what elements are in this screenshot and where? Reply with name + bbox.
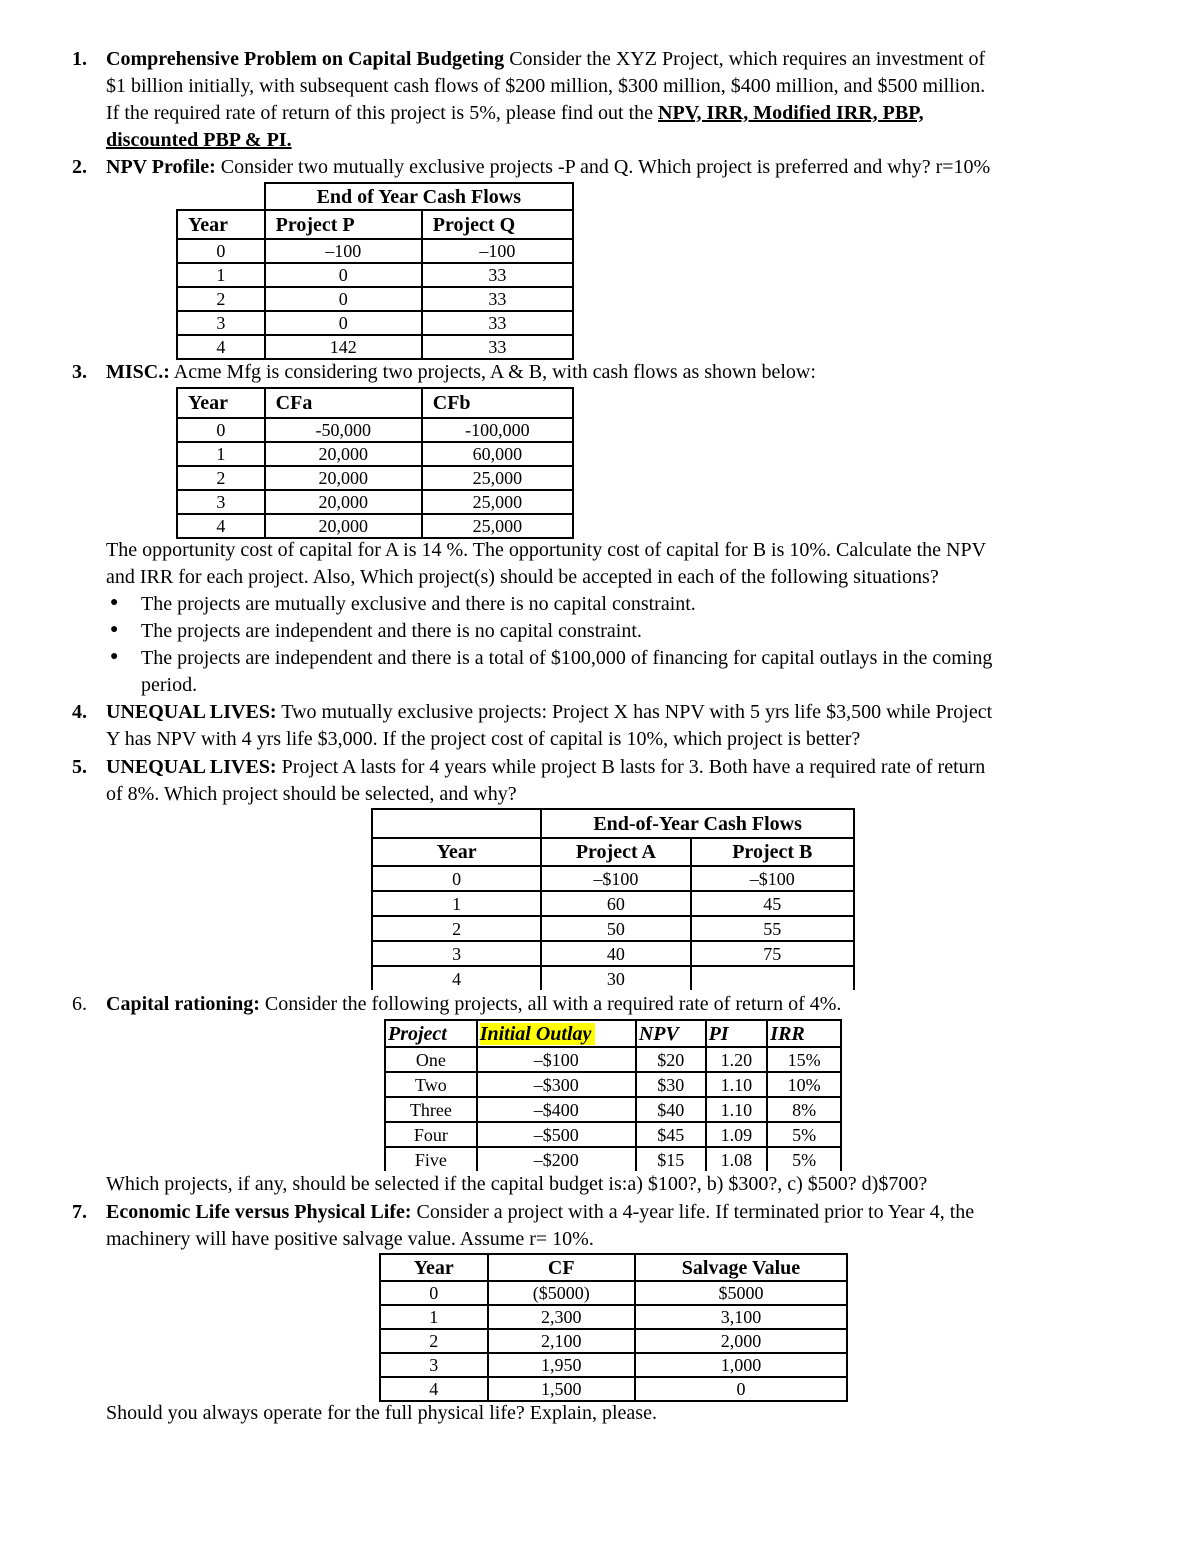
bullet-icon: ●: [110, 622, 119, 637]
q7-line2: machinery will have positive salvage value. Assume r= 10%.: [106, 1228, 594, 1250]
table-row: 1 60 45: [372, 891, 854, 916]
q7-question: Should you always operate for the full physical life? Explain, please.: [106, 1402, 657, 1424]
q3-bullet3: The projects are independent and there is a total of $100,000 of financing for capital outlays in the coming: [141, 647, 993, 669]
bullet-icon: ●: [110, 595, 119, 610]
table-row: 1 20,000 60,000: [177, 442, 573, 466]
table-row: 3 20,000 25,000: [177, 490, 573, 514]
q7-header-salvage: Salvage Value: [635, 1254, 847, 1281]
q7-header-cf: CF: [488, 1254, 635, 1281]
q2-header-year: Year: [177, 210, 265, 239]
q6-header-irr: IRR: [767, 1020, 841, 1047]
q2-header-p: Project P: [265, 210, 422, 239]
q3-header-cfb: CFb: [422, 388, 573, 418]
q1-title: Comprehensive Problem on Capital Budgeting: [106, 48, 505, 70]
q3-header-year: Year: [177, 388, 265, 418]
q6-question: Which projects, if any, should be selected if the capital budget is:a) $100?, b) $300?, c) $500? d)$700?: [106, 1173, 928, 1195]
table-row: 2 20,000 25,000: [177, 466, 573, 490]
q2-title: NPV Profile:: [106, 156, 216, 178]
q4-line1: UNEQUAL LIVES: Two mutually exclusive projects: Project X has NPV with 5 yrs life $3,500 while Project: [106, 701, 993, 723]
q2-header-q: Project Q: [422, 210, 573, 239]
table-row: 3 1,950 1,000: [380, 1353, 847, 1377]
q3-para2: and IRR for each project. Also, Which project(s) should be accepted in each of the following situations?: [106, 566, 939, 588]
q3-line1: MISC.: Acme Mfg is considering two projects, A & B, with cash flows as shown below:: [106, 361, 816, 383]
q5-header-a: Project A: [541, 838, 690, 866]
q1-line4: discounted PBP & PI.: [106, 129, 292, 151]
q1-number: 1.: [72, 48, 87, 70]
q1-line2: $1 billion initially, with subsequent cash flows of $200 million, $300 million, $400 million, and $500 million.: [106, 75, 986, 97]
q3-table: [176, 387, 574, 539]
q5-table: [371, 808, 855, 990]
q5-line2: of 8%. Which project should be selected, and why?: [106, 783, 517, 805]
table-row: 0 ($5000) $5000: [380, 1281, 847, 1305]
q6-table: [384, 1019, 842, 1171]
q1-line1: Comprehensive Problem on Capital Budgeting Consider the XYZ Project, which requires an investment of: [106, 48, 986, 70]
table-row: One –$100 $20 1.20 15%: [385, 1047, 841, 1072]
q3-para1: The opportunity cost of capital for A is 14 %. The opportunity cost of capital for B is 10%. Calculate the NPV: [106, 539, 987, 561]
q7-header-year: Year: [380, 1254, 488, 1281]
table-row: 0 –100 –100: [177, 239, 573, 263]
table-row: 2 0 33: [177, 287, 573, 311]
q4-title: UNEQUAL LIVES:: [106, 701, 277, 723]
q6-header-pi: PI: [706, 1020, 768, 1047]
q5-group-header: End-of-Year Cash Flows: [541, 809, 854, 838]
table-row: Five –$200 $15 1.08 5%: [385, 1147, 841, 1171]
q2-table: [176, 182, 574, 360]
q1-metrics: NPV, IRR, Modified IRR, PBP,: [658, 102, 924, 124]
q3-number: 3.: [72, 361, 87, 383]
q3-bullet2: The projects are independent and there is no capital constraint.: [141, 620, 642, 642]
table-row: 4 20,000 25,000: [177, 514, 573, 538]
q6-number: 6.: [72, 993, 87, 1015]
q3-bullet1: The projects are mutually exclusive and there is no capital constraint.: [141, 593, 696, 615]
q2-group-header: End of Year Cash Flows: [265, 183, 573, 210]
table-row: Four –$500 $45 1.09 5%: [385, 1122, 841, 1147]
bullet-icon: ●: [110, 649, 119, 664]
table-row: Two –$300 $30 1.10 10%: [385, 1072, 841, 1097]
q7-table: [379, 1253, 848, 1402]
q5-number: 5.: [72, 756, 87, 778]
q7-line1: Economic Life versus Physical Life: Consider a project with a 4-year life. If terminated prior to Year 4, the: [106, 1201, 975, 1223]
table-row: 2 2,100 2,000: [380, 1329, 847, 1353]
q3-title: MISC.:: [106, 361, 170, 383]
table-row: 1 2,300 3,100: [380, 1305, 847, 1329]
q3-bullet3-cont: period.: [141, 674, 198, 696]
table-row: 4 142 33: [177, 335, 573, 359]
table-row: 3 40 75: [372, 941, 854, 966]
table-row: Three –$400 $40 1.10 8%: [385, 1097, 841, 1122]
table-row: 4 30: [372, 966, 854, 990]
q6-header-npv: NPV: [636, 1020, 706, 1047]
q6-header-project: Project: [385, 1020, 477, 1047]
q2-line1: NPV Profile: Consider two mutually exclusive projects -P and Q. Which project is preferred and why? r=10%: [106, 156, 991, 178]
q5-header-year: Year: [372, 838, 541, 866]
q6-title: Capital rationing:: [106, 993, 260, 1015]
q2-number: 2.: [72, 156, 87, 178]
q5-title: UNEQUAL LIVES:: [106, 756, 277, 778]
q5-header-b: Project B: [691, 838, 854, 866]
q6-line1: Capital rationing: Consider the following projects, all with a required rate of return of 4%.: [106, 993, 842, 1015]
q7-title: Economic Life versus Physical Life:: [106, 1201, 412, 1223]
table-row: 0 –$100 –$100: [372, 866, 854, 891]
table-row: 4 1,500 0: [380, 1377, 847, 1401]
q3-header-cfa: CFa: [265, 388, 422, 418]
q4-line2: Y has NPV with 4 yrs life $3,000. If the project cost of capital is 10%, which project is better?: [106, 728, 861, 750]
q7-number: 7.: [72, 1201, 87, 1223]
table-row: 2 50 55: [372, 916, 854, 941]
q5-line1: UNEQUAL LIVES: Project A lasts for 4 years while project B lasts for 3. Both have a required rate of return: [106, 756, 986, 778]
table-row: 1 0 33: [177, 263, 573, 287]
q1-line3: If the required rate of return of this project is 5%, please find out the NPV, IRR, Modified IRR, PBP,: [106, 102, 924, 124]
q6-header-outlay: Initial Outlay: [477, 1020, 636, 1047]
q4-number: 4.: [72, 701, 87, 723]
table-row: 3 0 33: [177, 311, 573, 335]
table-row: 0 -50,000 -100,000: [177, 418, 573, 442]
